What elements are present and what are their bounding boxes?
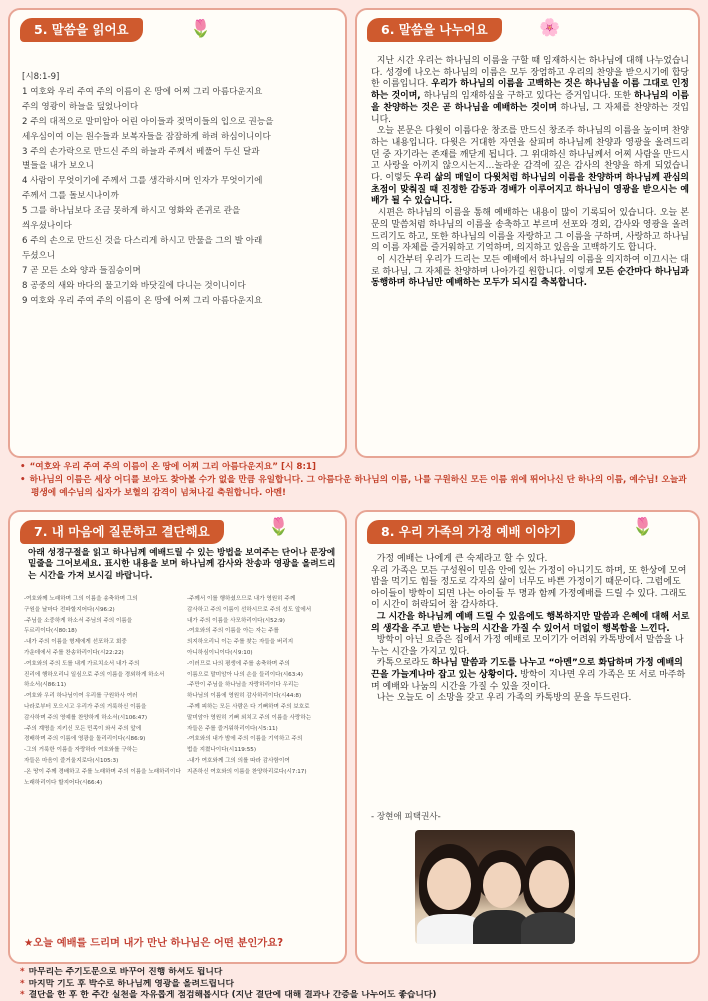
family-story	[371, 554, 691, 705]
scripture-item: -주만이 주님을 하나님을 자랑하리이다 우리는	[187, 682, 299, 689]
scripture-item: -그의 거룩한 이름을 자랑하라 여호와를 구하는	[24, 747, 138, 754]
verse-line: 두셨으니	[22, 250, 56, 261]
note-item: * 결단을 한 후 한 주간 실천을 자유롭게 점검해봅시다 (지난 결단에 대해 결과나 간증을 나누어도 좋습니다)	[20, 990, 437, 1000]
scripture-item: 경배하며 주의 이름에 영광을 돌리리이다(시86:9)	[24, 736, 146, 743]
scripture-item: 감사하고 주의 이름이 선하시므로 주의 성도 앞에서	[187, 606, 312, 613]
paragraph: 지난 시간 우리는 하나님의 이름을 구할 때 임재하시는 하나님에 대해 나누었습니다. 성경에 나오는 하나님의 이름은 모두 장엄하고 우리의 찬양을 받으시기에 합당한 이름입니다. 우리가 하나님의 이름을 고백하는 것은 하나님을 이름 그대로 인정하는 것이며, 하나님의 임재하심을 구하고 있다는 증거입니다. 또한 하나님의 이름을 찬양하는 것은 곧 하나님을 예배하는 것이며 하나님, 그 자체를 찬양하는 것입니다.	[371, 56, 689, 125]
verse-line: 4 사람이 무엇이기에 주께서 그를 생각하시며 인자가 무엇이기에	[22, 176, 263, 187]
scripture-item: 나라로부터 모으시고 우리가 주의 거룩하신 이름을	[24, 703, 147, 710]
scripture-item: 의지하오리니 이는 주를 찾는 자들을 버리지	[187, 639, 294, 646]
scripture-item: 하소서(시86:11)	[24, 682, 67, 689]
verse-line: 주의 영광이 하늘을 덮었나이다	[22, 101, 139, 112]
scripture-item: 두르리이다(시80:18)	[24, 628, 77, 635]
verse-line: 3 주의 손가락으로 만드신 주의 하늘과 주께서 베풀어 두신 달과	[22, 146, 260, 157]
family-photo	[415, 830, 575, 944]
author: - 장현애 피택권사-	[371, 812, 441, 822]
verse-line: 세우심이여 이는 원수들과 보복자들을 잠잠하게 하려 하심이니이다	[22, 131, 271, 142]
verse-line: 씌우셨나이다	[22, 221, 72, 232]
tulip-icon: 🌷	[632, 517, 654, 537]
section-title: 5. 말씀을 읽어요	[20, 18, 143, 42]
verse-list	[22, 70, 340, 309]
scripture-item: -내가 주의 이름을 형제에게 선포하고 회중	[24, 639, 127, 646]
paragraph: 이 시간부터 우리가 드리는 모든 예배에서 하나님의 이름을 의지하여 이끄시는 대로 하나님, 그 자체를 찬양하며 나아가길 원합니다. 이렇게 모든 순간마다 하나님과 동행하며 하나님만 예배하는 모두가 되시길 축복합니다.	[371, 254, 689, 289]
verse-line: 6 주의 손으로 만드신 것을 다스리게 하시고 만물을 그의 발 아래	[22, 235, 263, 246]
summary-blessing: • 하나님의 이름은 세상 어디를 보아도 찾아볼 수가 없을 만큼 유일합니다. 그 아름다운 하나님의 이름, 나를 구원하신 모든 이름 위에 뛰어나신 단 하나의 이름, 예수님! 오늘과 평생에 예수님의 십자가 보혈의 감격이 넘쳐나길 축원합니다. 아멘!	[20, 475, 687, 498]
verse-line: 8 공중의 새와 바다의 물고기와 바닷길에 다니는 것이니이다	[22, 280, 246, 291]
scripture-item: 하나님의 이름에 영원히 감사하리이다(시44:8)	[187, 693, 302, 700]
scripture-item: -여호와의 주의 이름을 아는 자는 주를	[187, 628, 279, 635]
scripture-item: -이러므로 나의 평생에 주를 송축하며 주의	[187, 660, 290, 667]
paragraph: 오늘 본문은 다윗이 이름다운 창조를 만드신 창조주 하나님의 이름을 높이며 찬양하는 내용입니다. 다윗은 거대한 자연을 살피며 하나님께 찬양과 영광을 올려드리던 중 자기라는 존재를 깨닫게 됩니다. 그 위대하신 하나님께서 어찌 사람을 만드시고 사랑을 아끼지 않으시는지…놀라운 감격에 깊은 감사의 찬양을 하게 되었습니다. 이렇듯 우리 삶의 매일이 다윗처럼 하나님의 이름을 찬양하며 하나님께 관심의 초점이 맞춰질 때 진정한 감동과 경배가 이루어지고 하나님이 영광을 받으시는 예배가 될 수 있습니다.	[371, 126, 689, 207]
scripture-item: 이름으로 말미암아 나의 손을 들리이다(시63:4)	[187, 671, 303, 678]
scripture-item: -주께 피하는 모든 사람은 다 기뻐하며 주의 보호로	[187, 703, 310, 710]
scripture-item: 자들은 주를 즐거워하리이다(시5:11)	[187, 725, 278, 732]
scripture-item: 자들은 마음이 즐거울지로다(시105:3)	[24, 757, 119, 764]
paragraph: 가정 예배는 나에게 큰 숙제라고 할 수 있다.	[376, 554, 548, 564]
scripture-item: -여호와 우리 하나님이여 우리를 구원하사 여러	[24, 693, 138, 700]
verse-line: 7 곧 모든 소와 양과 들짐승이며	[22, 265, 141, 276]
paragraph: 방학이 아닌 요즘은 집에서 가정 예배로 모이기가 어려워 카톡방에서 말씀을 나누는 시간을 가지고 있다.	[371, 635, 684, 657]
memory-verse: • “여호와 우리 주여 주의 이름이 온 땅에 어찌 그리 아름다운지요” [시 8:1]	[20, 462, 316, 472]
flower-icon: 🌸	[539, 18, 561, 38]
section-question-decide	[8, 510, 347, 964]
section-family-worship	[355, 510, 700, 964]
verse-line: 9 여호와 우리 주여 주의 이름이 온 땅에 어찌 그리 아름다운지요	[22, 295, 263, 306]
scripture-item: 지존하신 여호와의 이름을 찬양하리로다(시7:17)	[187, 768, 307, 775]
note-item: * 마지막 기도 후 박수로 하나님께 영광을 올려드립니다	[20, 978, 234, 989]
scripture-grid	[24, 594, 344, 788]
section-share-word	[355, 8, 700, 458]
verse-line: 1 여호와 우리 주여 주의 이름이 온 땅에 어찌 그리 아름다운지요	[22, 86, 263, 97]
scripture-item: 법을 지켰나이다(시119:55)	[187, 747, 257, 754]
verse-line: 2 주의 대적으로 말미암아 어린 아이들과 젖먹이들의 입으로 권능을	[22, 116, 274, 127]
scripture-item: 아니하심이니이다(시9:10)	[187, 649, 253, 656]
note-item: * 마무리는 주기도문으로 바꾸어 진행 하셔도 됩니다	[20, 967, 223, 977]
scripture-item: 진리에 행하오리니 일심으로 주의 이름을 경외하게 하소서	[24, 671, 165, 678]
section-title: 8. 우리 가족의 가정 예배 이야기	[367, 520, 575, 544]
scripture-item: 감사하며 주의 영예를 찬양하게 하소서(시106:47)	[24, 714, 148, 721]
paragraph: 나는 오늘도 이 소망을 갖고 우리 가족의 카톡방의 문을 두드린다.	[376, 693, 632, 704]
tulip-icon: 🌷	[268, 517, 290, 537]
verse-line: [시8:1-9]	[22, 72, 60, 82]
tulip-icon: 🌷	[190, 19, 212, 39]
section-read-scripture	[8, 8, 347, 458]
section-title: 6. 말씀을 나누어요	[367, 18, 502, 42]
closing-notes	[20, 967, 690, 1001]
verse-line: 별들을 내가 보오니	[22, 161, 94, 172]
paragraph: 시편은 하나님의 이름을 통해 예배하는 내용이 많이 기록되어 있습니다. 오늘 본문의 말씀처럼 하나님의 이름을 송축하고 부르며 선포와 경외, 감사와 영광을 올려드리기도 하고, 또한 하나님의 이름을 자랑하고 그 이름을 구하며, 사랑하고 하나님의 이름 자체를 즐거워하고 기억하며, 의지하고 있음을 고백하기도 합니다.	[371, 208, 689, 254]
instructions: 아래 성경구절을 읽고 하나님께 예배드릴 수 있는 방법을 보여주는 단어나 문장에 밑줄을 그어보세요. 표시한 내용을 보며 하나님께 감사와 찬송과 영광을 올려드리는 시간을 가져 보시길 바랍니다.	[28, 548, 336, 581]
scripture-item: -주께서 이를 행하셨으므로 내가 영원히 주께	[187, 596, 296, 602]
sharing-text	[371, 56, 689, 290]
section-title: 7. 내 마음에 질문하고 결단해요	[20, 520, 224, 544]
scripture-item: 가운데에서 주를 찬송하리이다(시22:22)	[24, 649, 124, 656]
scripture-item: -여호와께 노래하며 그의 이름을 송축하며 그의	[24, 596, 138, 602]
scripture-item: 내가 주의 이름을 사모하리이다(시52:9)	[187, 617, 285, 624]
scripture-item: -내가 여호와께 그의 의를 따라 감사함이여	[187, 757, 290, 764]
paragraph: 우리 가족은 모든 구성원이 믿음 안에 있는 가정이 아니기도 하며, 또 한상에 모여 밥을 먹기도 힘들 정도로 각자의 삶이 너무도 바쁜 가정이기 때문이다. 그럼에도 아이들이 방학이 되면 나는 아이들 두 명과 함께 가정예배를 드릴 수 있다. 그래도 이 시간이 허락되어 참 감사하다.	[371, 565, 687, 611]
paragraph: 그 시간을 하나님께 예배 드릴 수 있음에도 행복하지만 말씀과 은혜에 대해 서로의 생각을 주고 받는 나눔의 시간을 가질 수 있어서 더없이 행복함을 느낀다.	[371, 611, 690, 634]
scripture-item: -여호와의 내가 밤에 주의 이름을 기억하고 주의	[187, 736, 303, 743]
paragraph: 카톡으로라도 하나님 말씀과 기도를 나누고 “아멘”으로 화답하며 가정 예배의 끈을 가늘게나마 잡고 있는 상황이다. 방학이 지나면 우리 가족은 또 서로 마주하며 예배와 나눔의 시간을 가질 수 있을 것이다.	[371, 658, 686, 692]
verse-line: 주께서 그를 돌보시나이까	[22, 191, 119, 202]
scripture-item: 말미암아 영원히 기뻐 외치고 주의 이름을 사랑하는	[187, 714, 312, 721]
scripture-item: -여호와의 주의 도를 내게 가르치소서 내가 주의	[24, 660, 140, 667]
reflection-question: ★오늘 예배를 드리며 내가 만난 하나님은 어떤 분인가요?	[24, 937, 284, 949]
scripture-item: -주의 계명을 지키신 모든 민족이 와서 주의 앞에	[24, 725, 142, 732]
scripture-item: -주님을 소중하게 하소서 주님의 주의 이름을	[24, 617, 133, 624]
scripture-item: 노래하리이다 할지어다(시66:4)	[24, 779, 103, 786]
scripture-item: 구원을 날마다 전파할지어다(시96:2)	[24, 606, 115, 613]
scripture-item: -온 땅이 주께 경배하고 주를 노래하며 주의 이름을 노래하리이다	[24, 768, 181, 775]
verse-line: 5 그를 하나님보다 조금 못하게 하시고 영화와 존귀로 관을	[22, 206, 241, 217]
